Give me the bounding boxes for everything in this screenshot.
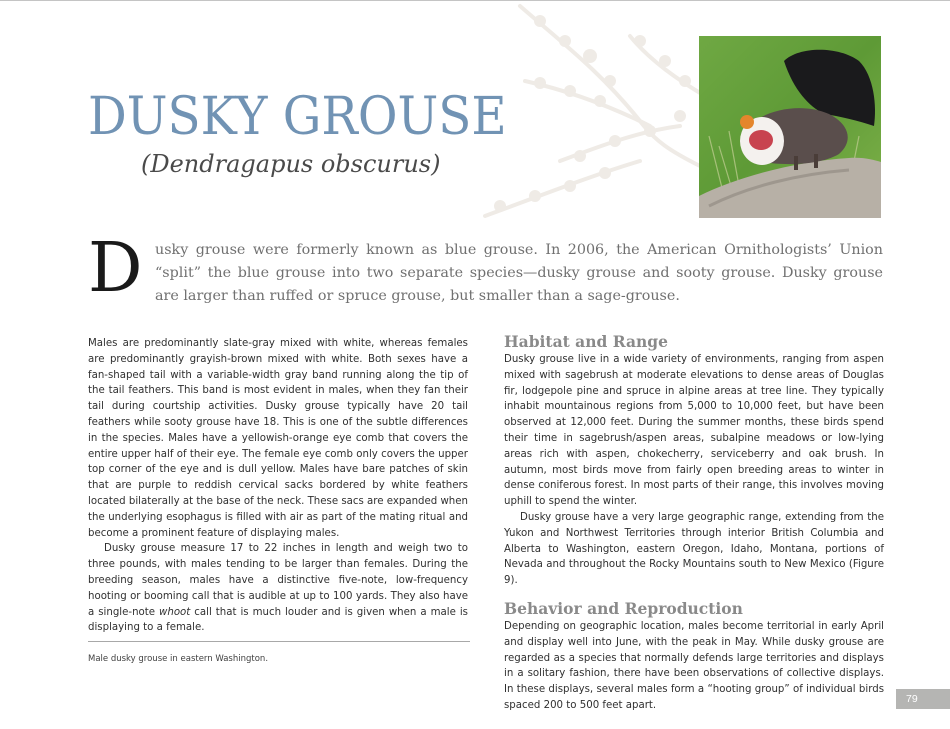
section-heading-behavior: Behavior and Reproduction bbox=[504, 598, 743, 618]
section-heading-habitat: Habitat and Range bbox=[504, 332, 668, 351]
intro-text: usky grouse were formerly known as blue grouse. In 2006, the American Ornithologists’ Union “split” the blue grouse into two separate species—dusky grouse and sooty grouse. Dusky grouse are larger than ruffed or spruce grouse, but smaller than a sage-grouse. bbox=[155, 242, 883, 304]
body-text: call that is much louder and is given when a male is displaying to a female. bbox=[88, 606, 468, 634]
page-number: 79 bbox=[896, 689, 950, 709]
body-text: Dusky grouse measure 17 to 22 inches in length and weigh two to three pounds, with males tending to be larger than females. During the breeding season, males have a distinctive five-note, low-frequency hooting or booming call that is audible at up to 100 yards. They also have a single-note bbox=[88, 543, 468, 618]
body-paragraph: Dusky grouse have a very large geographic range, extending from the Yukon and Northwest Territories through interior British Columbia and Alberta to Washington, eastern Oregon, Idaho, Montana, portions of Nevada and throughout the Rocky Mountains south to New Mexico (Figure 9). bbox=[504, 511, 884, 587]
caption-divider bbox=[88, 641, 470, 642]
right-column bbox=[504, 332, 884, 714]
scientific-name: (Dendragapus obscurus) bbox=[141, 150, 441, 178]
left-column bbox=[88, 336, 468, 636]
body-paragraph bbox=[88, 541, 468, 636]
botanical-decoration bbox=[480, 1, 710, 226]
intro-paragraph bbox=[88, 229, 883, 308]
italic-term: whoot bbox=[159, 606, 191, 618]
grouse-photo-image bbox=[699, 36, 881, 218]
page-title: DUSKY GROUSE bbox=[88, 87, 507, 147]
body-paragraph: Depending on geographic location, males become territorial in early April and display well into June, with the peak in May. While dusky grouse are regarded as a species that normally defends large territories and displays in a solitary fashion, there have been observations of collective displays. In these displays, several males form a “hooting group” of individual birds spaced 200 to 500 feet apart. bbox=[504, 620, 884, 711]
drop-cap: D bbox=[88, 229, 143, 308]
photo-caption: Male dusky grouse in eastern Washington. bbox=[88, 654, 269, 664]
body-paragraph: Dusky grouse live in a wide variety of environments, ranging from aspen mixed with sagebrush at moderate elevations to dense areas of Douglas fir, lodgepole pine and spruce in alpine areas at tree line. They typically inhabit mountainous regions from 5,000 to 10,000 feet, but have been observed at 12,000 feet. During the summer months, these birds spend their time in sagebrush/aspen areas, subalpine meadows or low-lying areas rich with aspen, chokecherry, serviceberry and oak brush. In autumn, most birds move from fairly open breeding areas to winter in dense coniferous forest. In most parts of their range, this involves moving uphill to spend the winter. bbox=[504, 354, 884, 508]
body-paragraph: Males are predominantly slate-gray mixed with white, whereas females are predominantly grayish-brown mixed with white. Both sexes have a fan-shaped tail with a variable-width gray band running along the tip of the tail feathers. This band is most evident in males, when they fan their tail during courtship activities. Dusky grouse typically have 20 tail feathers while sooty grouse have 18. This is one of the subtle differences in the species. Males have a yellowish-orange eye comb that covers the entire upper half of their eye. The female eye comb only covers the upper top corner of the eye and is dull yellow. Males have bare patches of skin that are purple to reddish cervical sacks bordered by white feathers located bilaterally at the base of the neck. These sacs are expanded when the underlying esophagus is filled with air as part of the mating ritual and become a prominent feature of displaying males. bbox=[88, 338, 468, 539]
grouse-photo bbox=[699, 36, 881, 218]
